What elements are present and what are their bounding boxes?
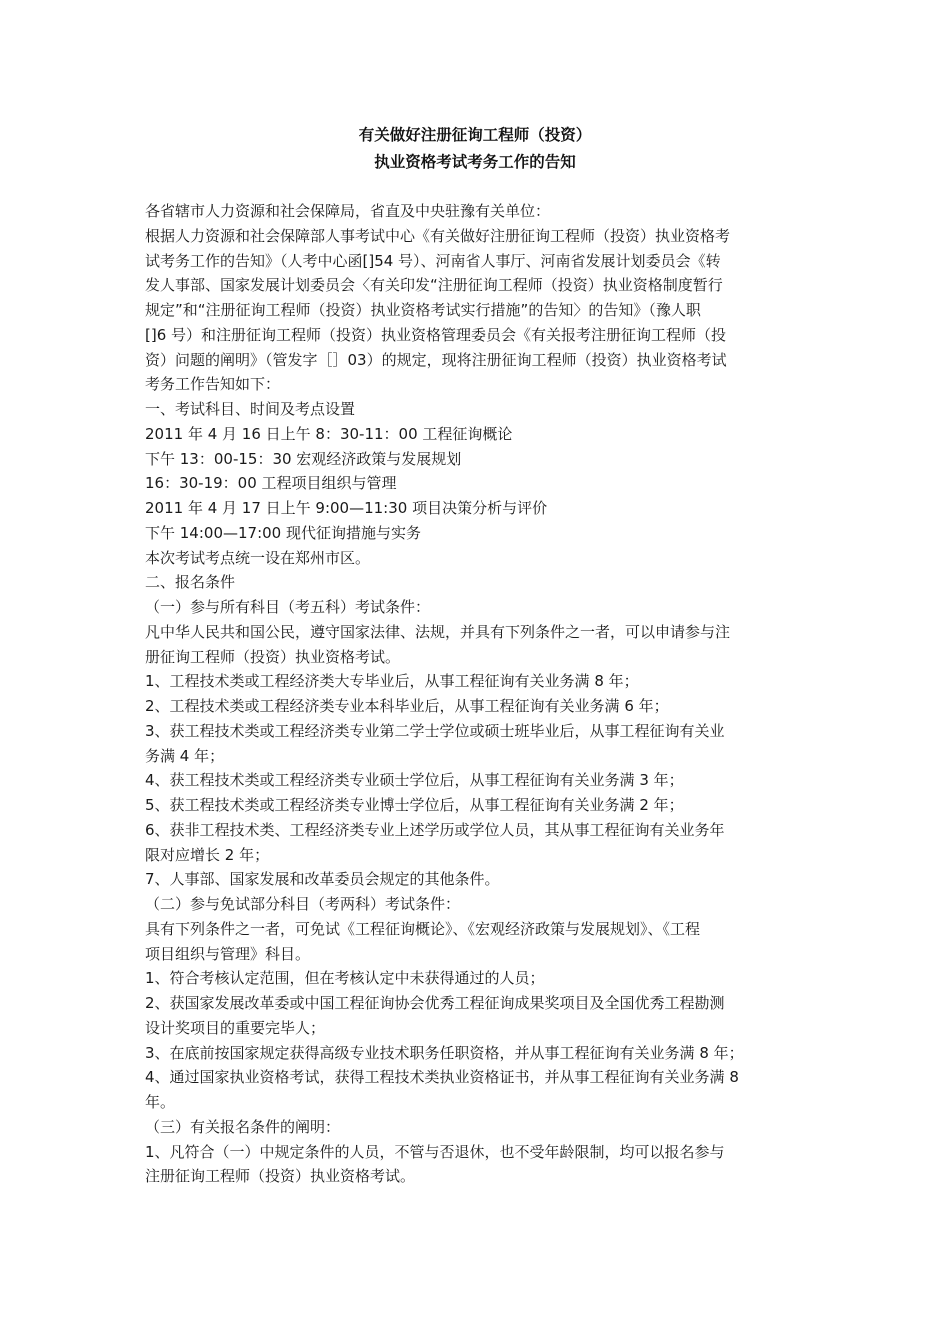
list-item: 注册征询工程师（投资）执业资格考试。 — [145, 1167, 416, 1186]
body-line: 规定”和“注册征询工程师（投资）执业资格考试实行措施”的告知〉的告知》（豫人职 — [145, 301, 701, 319]
body-line: 根据人力资源和社会保障部人事考试中心《有关做好注册征询工程师（投资）执业资格考 — [145, 226, 731, 245]
list-item: 年。 — [145, 1093, 176, 1111]
list-item: 4、获工程技术类或工程经济类专业硕士学位后，从事工程征询有关业务满 3 年； — [145, 771, 684, 790]
document-title-line1: 有关做好注册征询工程师（投资） — [358, 126, 592, 144]
body-line: 项目组织与管理》科目。 — [145, 944, 311, 963]
section-heading: 二、报名条件 — [145, 573, 236, 592]
body-line: 册征询工程师（投资）执业资格考试。 — [145, 647, 401, 666]
body-line: 资）问题的阐明》（管发字［］03）的规定，现将注册征询工程师（投资）执业资格考试 — [145, 350, 727, 369]
subsection-heading: （一）参与所有科目（考五科）考试条件： — [145, 598, 431, 616]
list-item: 1、符合考核认定范围，但在考核认定中未获得通过的人员； — [145, 969, 545, 988]
list-item: 2、获国家发展改革委或中国工程征询协会优秀工程征询成果奖项目及全国优秀工程勘测 — [145, 994, 725, 1012]
list-item: 4、通过国家执业资格考试，获得工程技术类执业资格证书，并从事工程征询有关业务满 8 — [145, 1068, 739, 1087]
document-body — [145, 199, 815, 1189]
document-title-line2: 执业资格考试考务工作的告知 — [374, 153, 576, 171]
list-item: 3、获工程技术类或工程经济类专业第二学士学位或硕士班毕业后，从事工程征询有关业 — [145, 721, 725, 740]
body-line: 具有下列条件之一者，可免试《工程征询概论》、《宏观经济政策与发展规划》、《工程 — [145, 919, 701, 938]
list-item: 7、人事部、国家发展和改革委员会规定的其他条件。 — [145, 870, 500, 889]
body-line: 发人事部、国家发展计划委员会〈有关印发“注册征询工程师（投资）执业资格制度暂行 — [145, 276, 723, 295]
body-line: 凡中华人民共和国公民，遵守国家法律、法规，并具有下列条件之一者，可以申请参与注 — [145, 622, 731, 641]
schedule-line: 2011 年 4 月 16 日上午 8：30-11：00 工程征询概论 — [145, 424, 513, 443]
list-item: 6、获非工程技术类、工程经济类专业上述学历或学位人员，其从事工程征询有关业务年 — [145, 820, 725, 839]
schedule-line: 下午 13：00-15：30 宏观经济政策与发展规划 — [145, 449, 462, 468]
list-item: 1、凡符合（一）中规定条件的人员，不管与否退休，也不受年龄限制，均可以报名参与 — [145, 1142, 725, 1161]
subsection-heading: （二）参与免试部分科目（考两科）考试条件： — [145, 895, 461, 913]
list-item: 3、在底前按国家规定获得高级专业技术职务任职资格，并从事工程征询有关业务满 8 年； — [145, 1043, 744, 1062]
body-line: 试考务工作的告知》（人考中心函[]54 号）、河南省人事厅、河南省发展计划委员会《转 — [145, 251, 721, 270]
schedule-line: 2011 年 4 月 17 日上午 9:00—11:30 项目决策分析与评价 — [145, 499, 548, 517]
subsection-heading: （三）有关报名条件的阐明： — [145, 1117, 341, 1136]
body-line: 本次考试考点统一设在郑州市区。 — [145, 548, 371, 567]
body-line: 考务工作告知如下： — [145, 375, 281, 394]
schedule-line: 下午 14:00—17:00 现代征询措施与实务 — [145, 523, 421, 542]
section-heading: 一、考试科目、时间及考点设置 — [145, 400, 356, 418]
list-item: 5、获工程技术类或工程经济类专业博士学位后，从事工程征询有关业务满 2 年； — [145, 796, 684, 814]
list-item: 2、工程技术类或工程经济类专业本科毕业后，从事工程征询有关业务满 6 年； — [145, 697, 669, 715]
body-line: 各省辖市人力资源和社会保障局，省直及中央驻豫有关单位： — [145, 202, 551, 220]
schedule-line: 16：30-19：00 工程项目组织与管理 — [145, 474, 397, 493]
list-item: 1、工程技术类或工程经济类大专毕业后，从事工程征询有关业务满 8 年； — [145, 672, 639, 691]
list-item: 限对应增长 2 年； — [145, 845, 270, 864]
body-line: []6 号）和注册征询工程师（投资）执业资格管理委员会《有关报考注册征询工程师（投 — [145, 325, 727, 344]
list-item: 设计奖项目的重要完毕人； — [145, 1018, 326, 1037]
list-item: 务满 4 年； — [145, 746, 225, 765]
